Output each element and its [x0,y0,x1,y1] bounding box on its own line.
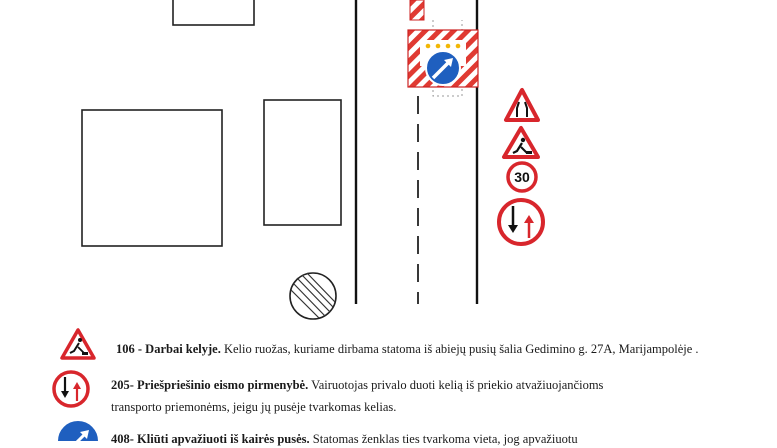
priority-oncoming-sign-icon [499,200,543,244]
road-narrows-sign-icon [506,90,538,120]
legend-desc-205: Vairuotojas privalo duoti kelią iš priekio atvažiuojančioms [311,378,604,392]
legend-code-408: 408- Kliūti apvažiuoti iš kairės pusės. [111,432,310,446]
legend-priority-oncoming-icon [54,372,88,406]
legend-roadworks-icon [62,330,94,358]
barrier-top [410,0,424,20]
legend-item-205-line2 [111,399,396,416]
pass-left-icon [426,51,460,85]
legend-item-106 [116,341,699,358]
roadworks-sign-icon [504,128,538,157]
building-top [173,0,254,25]
legend-desc-408: Statomas ženklas ties tvarkoma vieta, jog apvažiuotu [312,432,578,446]
legend-code-106: 106 - Darbai kelyje. [116,342,221,356]
speed-limit-value: 30 [514,169,530,185]
end-of-restrictions-sign-icon [290,273,336,319]
barrier-board [408,30,478,87]
legend-desc-106: Kelio ruožas, kuriame dirbama statoma iš abiejų pusių šalia Gedimino g. 27A, Marijampolėje . [223,342,699,356]
legend-item-205 [111,377,603,394]
speed-limit-sign [508,163,536,191]
building-large [82,110,222,246]
legend-code-205: 205- Priešpriešinio eismo pirmenybė. [111,378,309,392]
legend-item-408 [111,431,578,448]
legend-desc-205-line2: transporto priemonėms, jeigu jų pusėje tvarkomas kelias. [111,400,397,414]
building-small [264,100,341,225]
legend-pass-left-icon [57,420,99,441]
